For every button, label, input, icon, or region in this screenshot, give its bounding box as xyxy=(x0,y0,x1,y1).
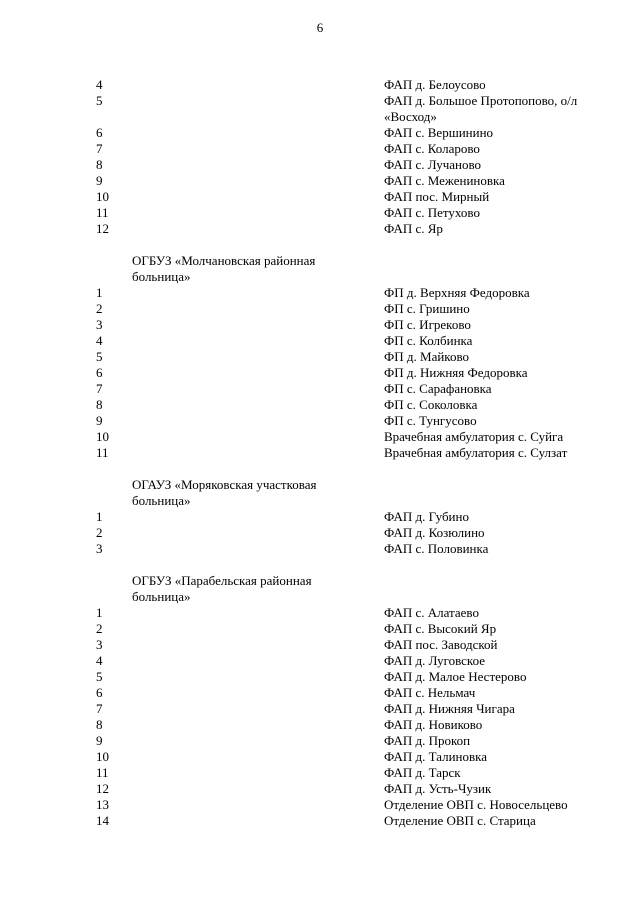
list-item xyxy=(0,621,640,637)
facility-name: ФП с. Колбинка xyxy=(384,333,473,348)
facility-name: ФП д. Нижняя Федоровка xyxy=(384,365,528,380)
facility-name: Врачебная амбулатория с. Суйга xyxy=(384,429,564,444)
list-item xyxy=(0,813,640,829)
item-number: 6 xyxy=(96,125,103,140)
item-number: 5 xyxy=(96,93,103,108)
item-number: 10 xyxy=(96,189,109,204)
list-item xyxy=(0,205,640,221)
list-item xyxy=(0,381,640,397)
item-number: 12 xyxy=(96,781,109,796)
item-number: 7 xyxy=(96,381,103,396)
list-item xyxy=(0,285,640,301)
facility-name: ФП д. Верхняя Федоровка xyxy=(384,285,530,300)
facility-name: ФАП д. Нижняя Чигара xyxy=(384,701,515,716)
group-spacer xyxy=(0,237,640,253)
list-item xyxy=(0,125,640,141)
item-number: 14 xyxy=(96,813,109,828)
list-item xyxy=(0,365,640,381)
group-title xyxy=(0,253,640,285)
item-number: 4 xyxy=(96,653,103,668)
facility-name: ФАП с. Межениновка xyxy=(384,173,505,188)
item-number: 10 xyxy=(96,429,109,444)
facility-name: ФАП д. Большое Протопопово, о/л «Восход» xyxy=(384,93,578,124)
list-item xyxy=(0,701,640,717)
facility-name: ФАП д. Козюлино xyxy=(384,525,485,540)
list-item xyxy=(0,445,640,461)
list-item xyxy=(0,317,640,333)
facility-name: ФАП д. Белоусово xyxy=(384,77,486,92)
list-item xyxy=(0,221,640,237)
facility-name: ФП с. Игреково xyxy=(384,317,471,332)
list-item xyxy=(0,173,640,189)
item-number: 2 xyxy=(96,301,103,316)
item-number: 9 xyxy=(96,733,103,748)
facility-name: ФАП д. Прокоп xyxy=(384,733,471,748)
list-item xyxy=(0,637,640,653)
facility-name: ФАП пос. Мирный xyxy=(384,189,490,204)
facility-name: ФП с. Гришино xyxy=(384,301,470,316)
facility-name: ФП с. Соколовка xyxy=(384,397,478,412)
item-number: 4 xyxy=(96,333,103,348)
item-number: 7 xyxy=(96,141,103,156)
group-title-text: ОГБУЗ «Парабельская районная больница» xyxy=(132,573,312,604)
item-number: 11 xyxy=(96,445,109,460)
list-item xyxy=(0,733,640,749)
list-item xyxy=(0,541,640,557)
facility-name: ФАП с. Лучаново xyxy=(384,157,482,172)
item-number: 3 xyxy=(96,541,103,556)
facility-name: ФАП д. Усть-Чузик xyxy=(384,781,492,796)
item-number: 1 xyxy=(96,605,103,620)
item-number: 8 xyxy=(96,157,103,172)
item-number: 11 xyxy=(96,205,109,220)
item-number: 6 xyxy=(96,685,103,700)
list-item xyxy=(0,749,640,765)
list-item xyxy=(0,429,640,445)
list-item xyxy=(0,77,640,93)
list-item xyxy=(0,93,640,125)
page-number: 6 xyxy=(316,20,324,35)
item-number: 1 xyxy=(96,509,103,524)
list-item xyxy=(0,717,640,733)
item-number: 12 xyxy=(96,221,109,236)
facility-name: ФАП д. Губино xyxy=(384,509,469,524)
facility-name: ФАП с. Петухово xyxy=(384,205,480,220)
list-item xyxy=(0,765,640,781)
facility-name: ФАП с. Нельмач xyxy=(384,685,476,700)
facility-name: ФАП с. Высокий Яр xyxy=(384,621,497,636)
facility-name: ФАП д. Новиково xyxy=(384,717,483,732)
item-number: 9 xyxy=(96,173,103,188)
list-item xyxy=(0,413,640,429)
item-number: 1 xyxy=(96,285,103,300)
list-item xyxy=(0,349,640,365)
facility-name: ФАП с. Яр xyxy=(384,221,443,236)
group-title xyxy=(0,573,640,605)
item-number: 11 xyxy=(96,765,109,780)
list-item xyxy=(0,509,640,525)
item-number: 5 xyxy=(96,349,103,364)
list-item xyxy=(0,301,640,317)
list-item xyxy=(0,605,640,621)
list-item xyxy=(0,157,640,173)
item-number: 6 xyxy=(96,365,103,380)
item-number: 8 xyxy=(96,717,103,732)
facility-name: ФАП д. Луговское xyxy=(384,653,486,668)
item-number: 3 xyxy=(96,317,103,332)
facility-name: ФП с. Тунгусово xyxy=(384,413,477,428)
item-number: 5 xyxy=(96,669,103,684)
list-item xyxy=(0,189,640,205)
list-item xyxy=(0,781,640,797)
list-item xyxy=(0,685,640,701)
list-item xyxy=(0,653,640,669)
item-number: 10 xyxy=(96,749,109,764)
group-title-text: ОГАУЗ «Моряковская участковая больница» xyxy=(132,477,317,508)
item-number: 8 xyxy=(96,397,103,412)
list-item xyxy=(0,141,640,157)
facility-name: ФАП с. Половинка xyxy=(384,541,489,556)
facility-list xyxy=(0,77,640,829)
item-number: 7 xyxy=(96,701,103,716)
facility-name: Отделение ОВП с. Старица xyxy=(384,813,536,828)
list-item xyxy=(0,333,640,349)
group-title xyxy=(0,477,640,509)
group-spacer xyxy=(0,461,640,477)
facility-name: ФП с. Сарафановка xyxy=(384,381,492,396)
facility-name: ФАП д. Малое Нестерово xyxy=(384,669,527,684)
facility-name: ФАП д. Тарск xyxy=(384,765,461,780)
item-number: 2 xyxy=(96,525,103,540)
list-item xyxy=(0,525,640,541)
item-number: 9 xyxy=(96,413,103,428)
facility-name: Врачебная амбулатория с. Сулзат xyxy=(384,445,568,460)
facility-name: ФАП с. Алатаево xyxy=(384,605,479,620)
facility-name: ФАП с. Коларово xyxy=(384,141,480,156)
group-title-text: ОГБУЗ «Молчановская районная больница» xyxy=(132,253,316,284)
facility-name: ФАП пос. Заводской xyxy=(384,637,498,652)
list-item xyxy=(0,397,640,413)
facility-name: ФАП д. Талиновка xyxy=(384,749,488,764)
list-item xyxy=(0,797,640,813)
item-number: 2 xyxy=(96,621,103,636)
facility-name: ФАП с. Вершинино xyxy=(384,125,494,140)
item-number: 4 xyxy=(96,77,103,92)
facility-name: Отделение ОВП с. Новосельцево xyxy=(384,797,568,812)
item-number: 3 xyxy=(96,637,103,652)
facility-name: ФП д. Майково xyxy=(384,349,470,364)
group-spacer xyxy=(0,557,640,573)
item-number: 13 xyxy=(96,797,109,812)
list-item xyxy=(0,669,640,685)
